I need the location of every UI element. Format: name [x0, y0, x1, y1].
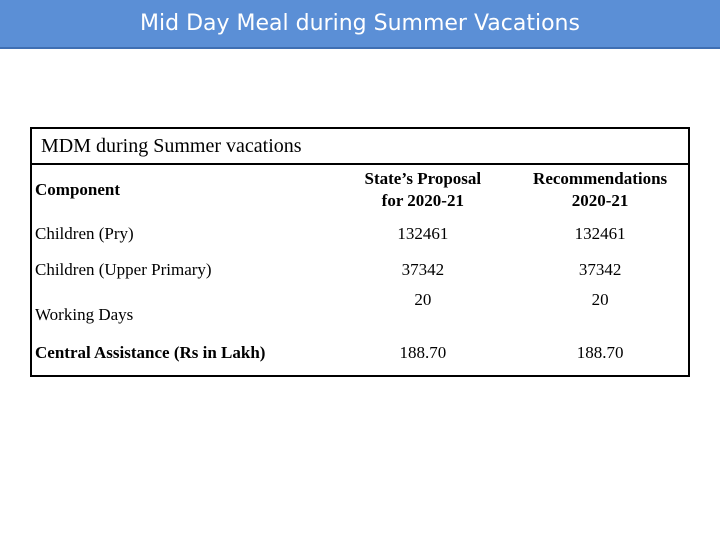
table-row	[31, 215, 689, 252]
row-component: Central Assistance (Rs in Lakh)	[31, 330, 333, 376]
header-component: Component	[31, 164, 333, 215]
header-proposal	[333, 164, 512, 215]
row-proposal: 132461	[397, 223, 449, 243]
header-recommendations	[512, 164, 689, 215]
row-recommendations: 188.70	[512, 330, 689, 376]
header-recommendations-line2: 2020-21	[571, 191, 629, 210]
row-proposal: 20	[414, 290, 432, 309]
row-recommendations: 37342	[512, 252, 689, 288]
row-recommendations: 20	[512, 288, 689, 330]
table-caption: MDM during Summer vacations	[31, 128, 689, 164]
row-recommendations: 132461	[512, 215, 689, 252]
header-proposal-line1: State’s Proposal	[364, 168, 482, 188]
header-proposal-line2: for 2020-21	[381, 191, 464, 210]
row-component: Children (Pry)	[31, 215, 333, 252]
header-recommendations-line1: Recommendations	[533, 168, 668, 188]
row-proposal: 37342	[401, 260, 445, 279]
table-row	[31, 252, 689, 288]
slide-title-bar	[0, 0, 720, 49]
row-component: Working Days	[31, 288, 333, 330]
table-header-row	[31, 164, 689, 215]
row-proposal: 188.70	[333, 330, 512, 376]
slide-title: Mid Day Meal during Summer Vacations	[140, 10, 580, 36]
table-caption-row	[31, 128, 689, 164]
table-row	[31, 330, 689, 376]
mdm-summer-table	[30, 127, 690, 377]
table-row	[31, 288, 689, 330]
row-component: Children (Upper Primary)	[31, 252, 333, 288]
